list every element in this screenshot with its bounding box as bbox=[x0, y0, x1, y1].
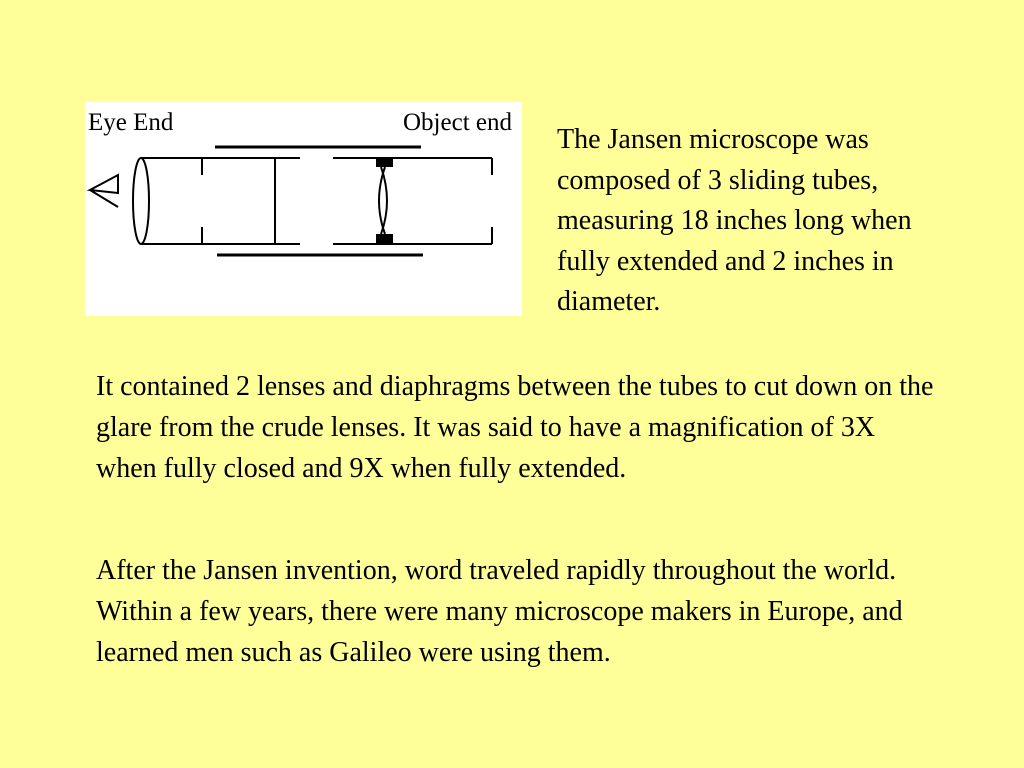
eye-end-label: Eye End bbox=[88, 109, 174, 136]
lens-mount-top bbox=[376, 158, 393, 167]
paragraph-lenses: It contained 2 lenses and diaphragms between the tubes to cut down on the glare from the crude lenses. It was said to have a magnification of 3X when fully closed and 9X when fully extended. bbox=[96, 371, 934, 484]
microscope-drawing bbox=[85, 102, 522, 316]
object-end-label: Object end bbox=[403, 109, 512, 136]
eye-icon bbox=[90, 175, 118, 207]
microscope-description: The Jansen microscope was composed of 3 sliding tubes, measuring 18 inches long when fully extended and 2 inches in diameter. bbox=[557, 124, 912, 317]
lens-mount-bottom bbox=[376, 234, 393, 244]
eyepiece-lens bbox=[133, 158, 149, 244]
jansen-microscope-diagram bbox=[85, 102, 522, 316]
paragraph-history: After the Jansen invention, word traveled rapidly throughout the world. Within a few years, there were many microscope makers in Europe, and learned men such as Galileo were using them. bbox=[96, 555, 903, 668]
